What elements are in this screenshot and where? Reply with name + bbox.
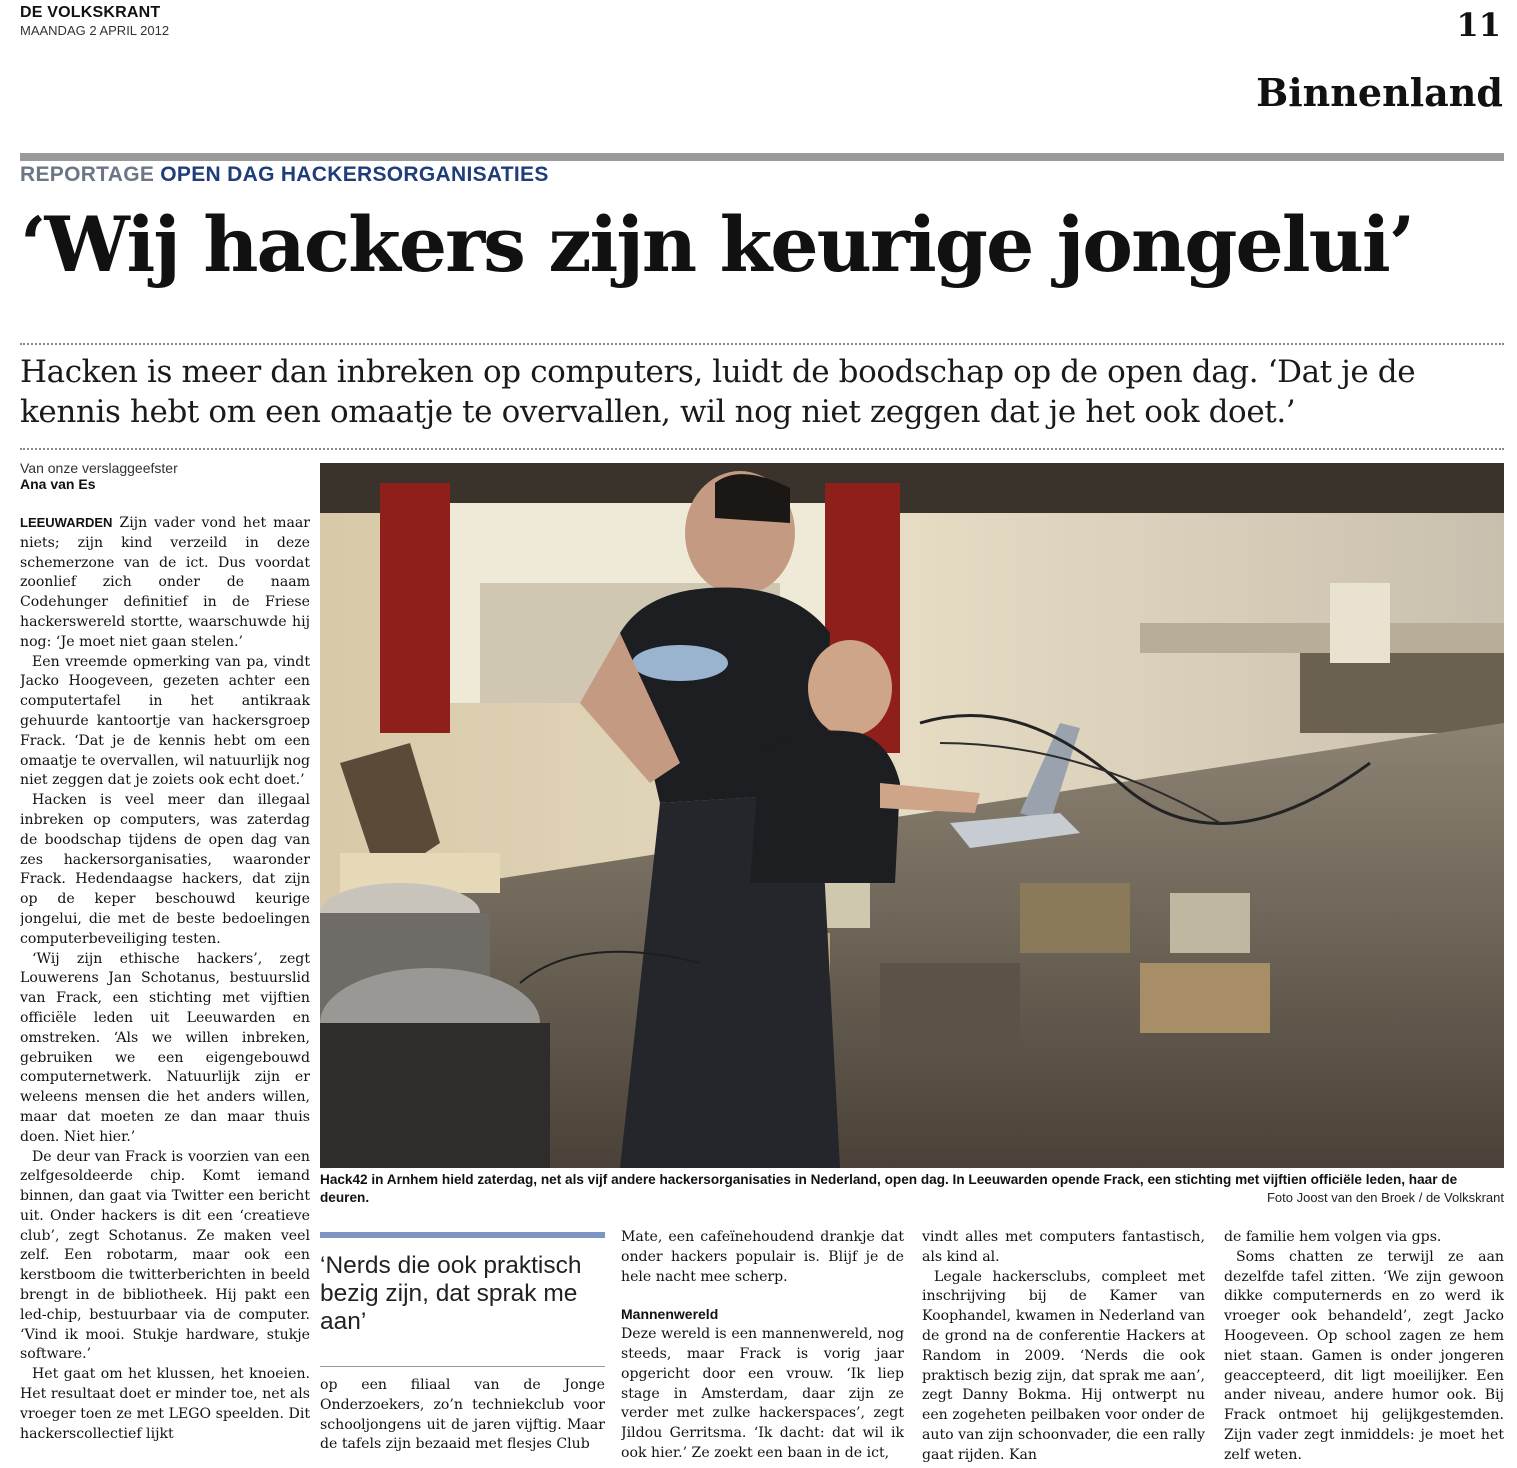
hackerspace-photo-illustration: [320, 463, 1504, 1168]
article-column-5: [1224, 1228, 1504, 1468]
pull-quote-box: [320, 1232, 605, 1368]
subheading: Mannenwereld: [621, 1306, 719, 1323]
article-paragraph: Hacken is veel meer dan illegaal inbreken op computers, was zaterdag de boodschap tijdens de open dag van zes hackersorganisaties, waaronder Frack. Hedendaagse hackers, dat zijn op de keper beschouwd keurige jongelui, die met de beste bedoelingen computerbeveiliging testen.: [20, 792, 310, 947]
article-paragraph: vindt alles met computers fantastisch, als kind al.: [922, 1229, 1205, 1265]
byline-author: Ana van Es: [20, 476, 96, 492]
article-paragraph: Mate, een cafeïnehoudend drankje dat onder hackers populair is. Blijf je de hele nacht mee scherp.: [621, 1229, 904, 1285]
article-paragraph: De deur van Frack is voorzien van een zelfgesoldeerde chip. Komt iemand binnen, dan gaat via Twitter een bericht uit. Onder hackers is dit een ‘creatieve club’, zegt Schotanus. Ze maken veel zelf. Een robotarm, maar ook een kerstboom die twitterberichten in beeld brengt in de bibliotheek. Hij pakt een led-chip, bestuurbaar via de computer. ‘Vind ik mooi. Stukje hardware, stukje software.’: [20, 1148, 310, 1363]
article-paragraph: Soms chatten ze terwijl ze aan dezelfde tafel zitten. ‘We zijn gewoon dikke computernerds en zo werd ik vroeger ook behandeld’, zegt Jacko Hoogeveen. Op school zagen ze hem niet staan. Gamen is onder jongeren geaccepteerd, dit ligt moeilijker. Een ander niveau, andere humor ook. Bij Frack ontmoet hij gelijkgestemden. Zijn vader zegt inmiddels: je moet het zelf weten.: [1224, 1248, 1504, 1463]
article-paragraph: op een filiaal van de Jonge Onderzoekers, zo’n techniekclub voor schooljongens uit de jaren vijftig. Maar de tafels zijn bezaaid met flesjes Club: [320, 1377, 605, 1453]
section-rule: [20, 153, 1504, 161]
article-paragraph: Deze wereld is een mannenwereld, nog steeds, maar Frack is vorig jaar opgericht door een vrouw. ‘Ik liep stage in Amsterdam, daar zijn ze verder met zulke hackerspaces’, zegt Jildou Gerritsma. ‘Ik dacht: dat wil ik ook hier.’ Ze zoekt een baan in de ict,: [621, 1326, 904, 1461]
article-photo: [320, 463, 1504, 1168]
article-column-4: [922, 1228, 1205, 1468]
dateline: LEEUWARDEN: [20, 515, 113, 530]
dotted-divider: [20, 343, 1504, 345]
intro-lead: Hacken is meer dan inbreken op computers, luidt de boodschap op de open dag. ‘Dat je de kennis hebt om een omaatje te overvallen, wil nog niet zeggen dat je het ook doet.’: [20, 354, 1416, 430]
page-number: 11: [1456, 6, 1501, 44]
article-column-2: [320, 1376, 605, 1468]
publication-date: MAANDAG 2 APRIL 2012: [20, 23, 170, 38]
newspaper-name: DE VOLKSKRANT: [20, 4, 161, 21]
byline-prefix: Van onze verslaggeefster: [20, 460, 178, 476]
article-paragraph: de familie hem volgen via gps.: [1224, 1229, 1442, 1245]
byline: [20, 460, 310, 492]
article-paragraph: LEEUWARDEN Zijn vader vond het maar niets; zijn kind verzeild in deze schemerzone van de ict. Dus voordat zoonlief zich onder de naam Codehunger definitief in de Friese hackerswereld stortte, waarschuwde hij nog: ‘Je moet niet gaan stelen.’: [20, 515, 310, 650]
article-paragraph: Legale hackersclubs, compleet met inschrijving bij de Kamer van Koophandel, kwamen in Nederland van de grond na de conferentie Hackers at Random in 2009. ‘Nerds die ook praktisch bezig zijn, dat sprak me aan’, zegt Danny Bokma. Hij ontwerpt nu een zogeheten peilbaken voor onder de auto van zijn schoonvader, die een rally gaat rijden. Kan: [922, 1268, 1205, 1463]
kicker: [20, 163, 549, 187]
masthead: [20, 4, 420, 38]
kicker-topic: OPEN DAG HACKERSORGANISATIES: [160, 163, 549, 186]
article-column-3: [621, 1228, 904, 1468]
pull-quote: ‘Nerds die ook praktisch bezig zijn, dat sprak me aan’: [320, 1252, 582, 1335]
headline: ‘Wij hackers zijn keurige jongelui’: [20, 200, 1414, 289]
dotted-divider: [20, 448, 1504, 450]
article-paragraph: Het gaat om het klussen, het knoeien. Het resultaat doet er minder toe, net als vroeger toen ze met LEGO speelden. Dit hackerscollectief lijkt: [20, 1366, 310, 1442]
article-column-1: [20, 513, 310, 1468]
kicker-label: REPORTAGE: [20, 163, 155, 186]
photo-caption: Hack42 in Arnhem hield zaterdag, net als vijf andere hackersorganisaties in Nederland, open dag. In Leeuwarden opende Frack, een stichting met vijftien officiële leden, haar de deuren.: [320, 1172, 1458, 1205]
article-paragraph: Een vreemde opmerking van pa, vindt Jacko Hoogeveen, gezeten achter een computertafel in het antikraak gehuurde kantoortje van hackersgroep Frack. ‘Dat je de kennis hebt om een omaatje te overvallen, wil natuurlijk nog niet zeggen dat je zoiets ook echt doet.’: [20, 653, 310, 789]
pull-quote-rule: [320, 1366, 605, 1367]
section-title: Binnenland: [1256, 70, 1503, 115]
article-paragraph: ‘Wij zijn ethische hackers’, zegt Louwerens Jan Schotanus, bestuurslid van Frack, een stichting met vijftien officiële leden uit Leeuwarden en omstreken. ‘Als we willen inbreken, gebruiken we een eigengebouwd computernetwerk. Natuurlijk zijn er weleens mensen die het anders willen, maar dat moeten ze dan maar thuis doen. Niet hier.’: [20, 950, 310, 1145]
photo-credit: Foto Joost van den Broek / de Volkskrant: [1266, 1190, 1504, 1205]
